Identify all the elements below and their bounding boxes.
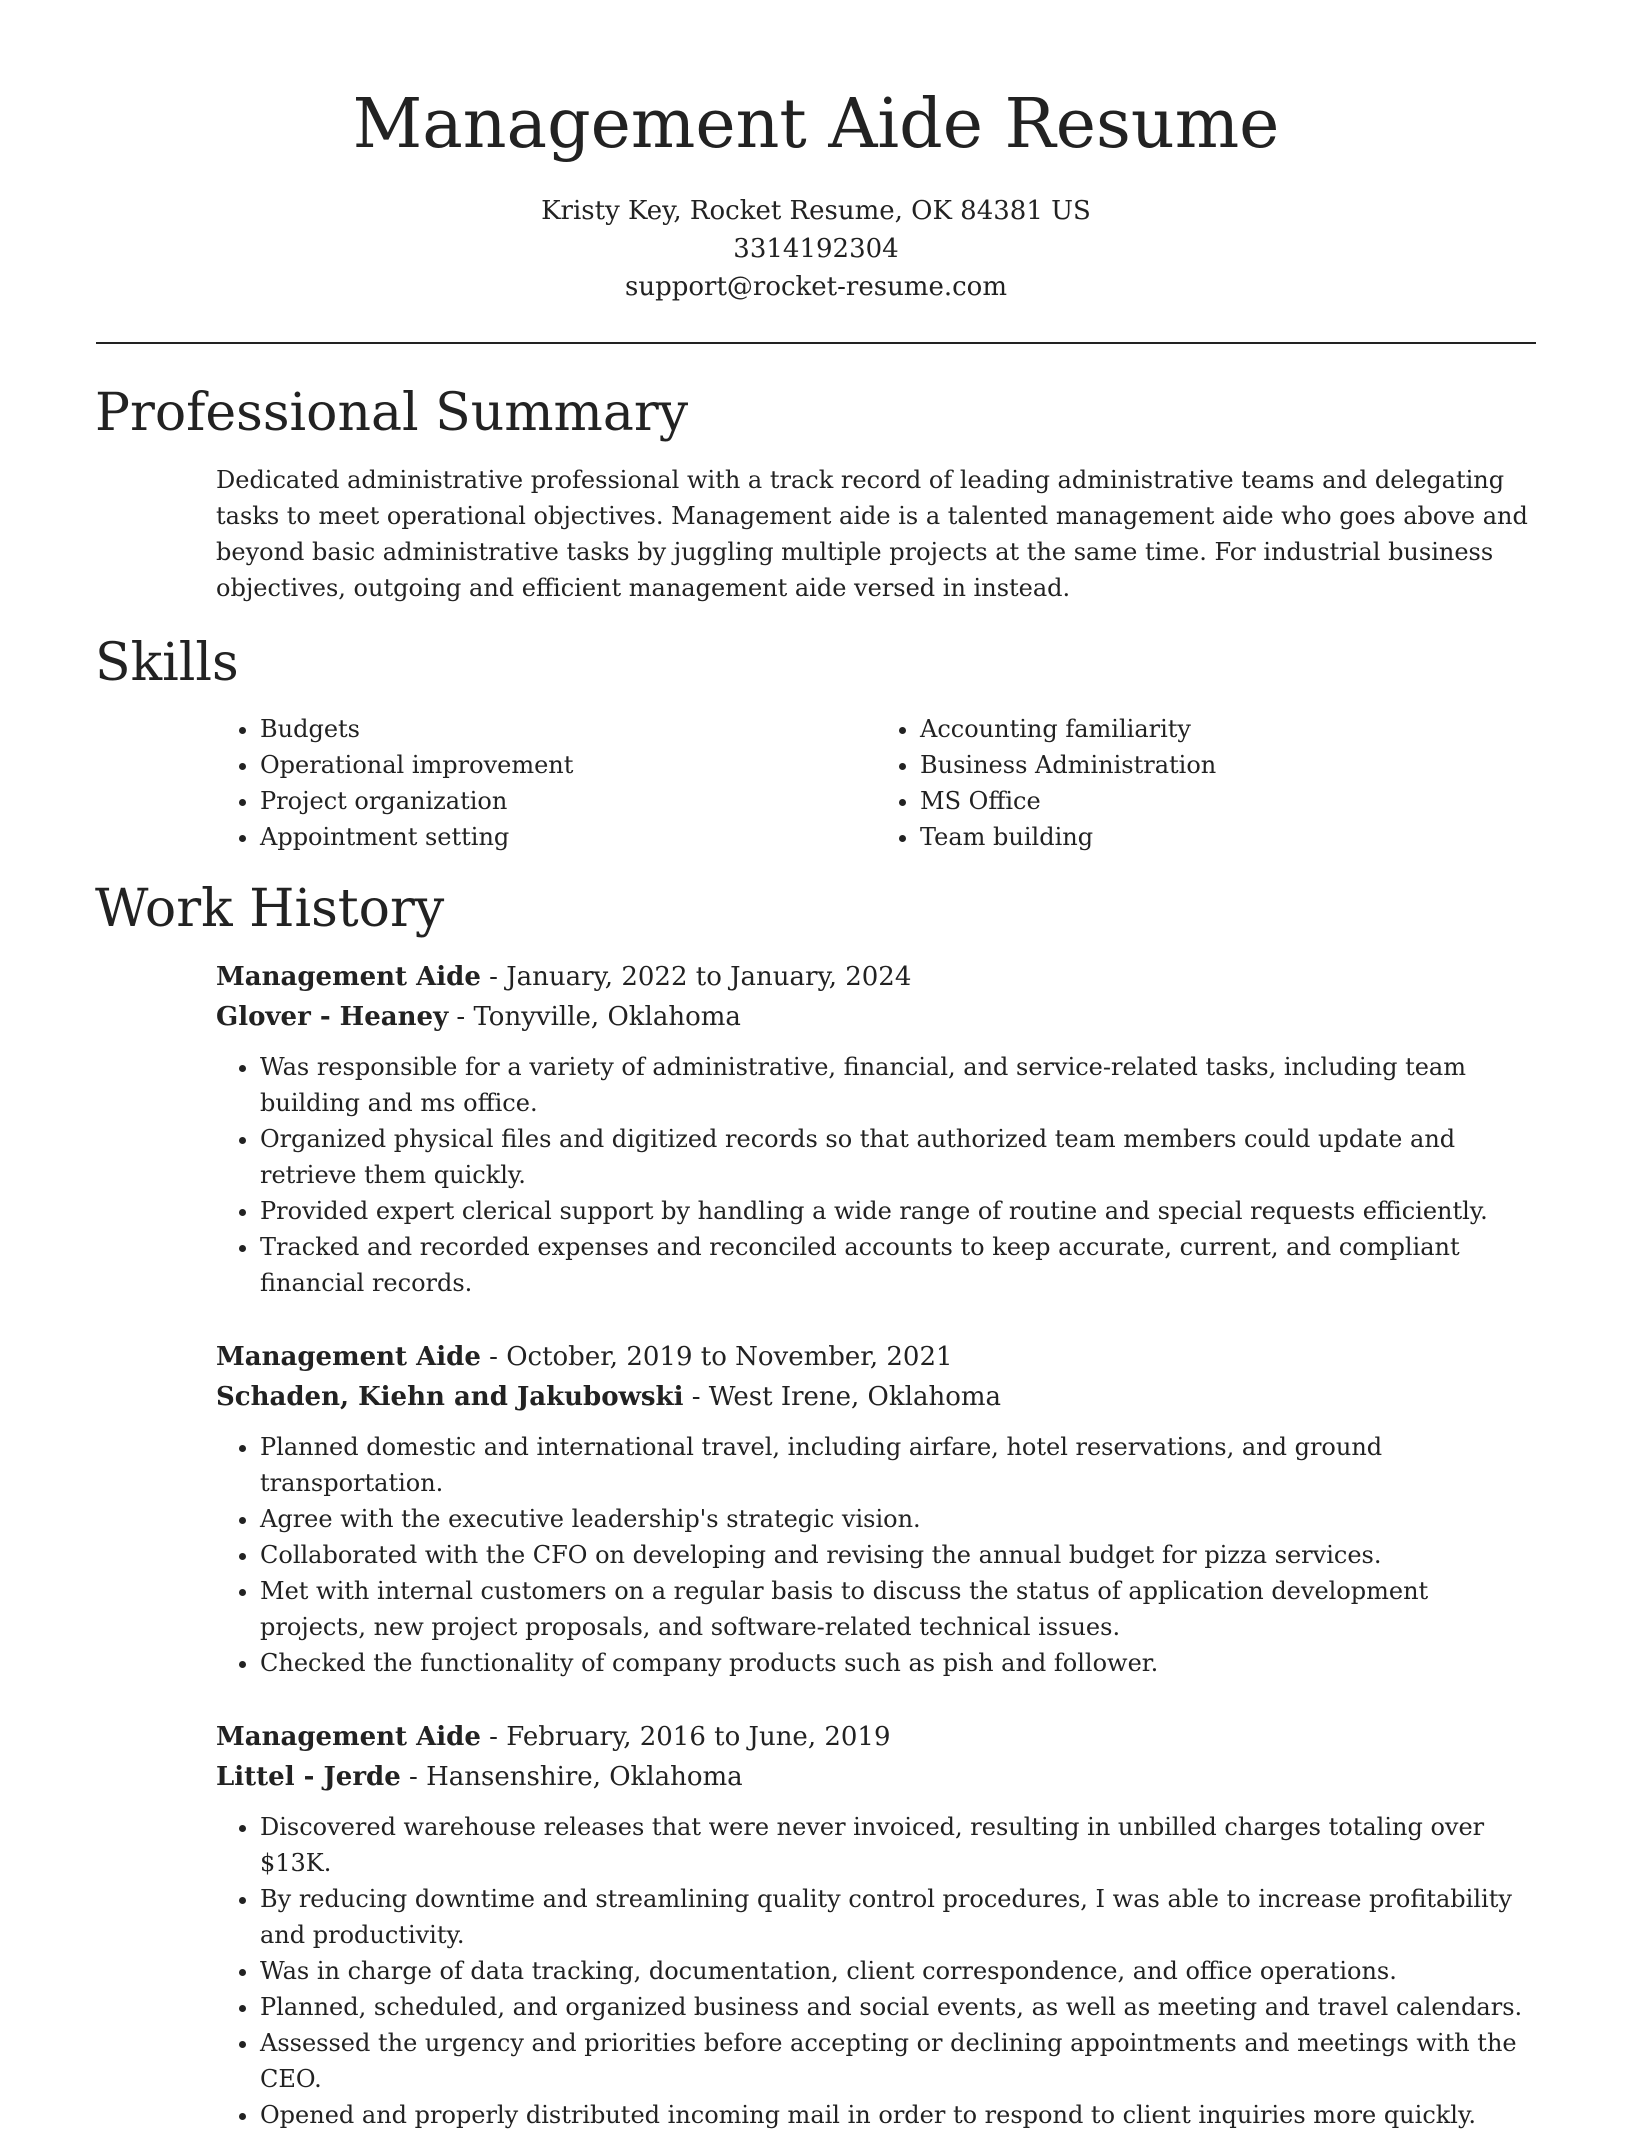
skill-item: • Accounting familiarity — [920, 711, 1536, 747]
job-title: Management Aide — [216, 1722, 481, 1752]
job-bullet: • Collaborated with the CFO on developing and revising the annual budget for pizza services. — [260, 1537, 1538, 1573]
job-entry — [216, 957, 1538, 1301]
job-title-line — [216, 1337, 1538, 1377]
job-bullet: • Discovered warehouse releases that were never invoiced, resulting in unbilled charges totaling over $13K. — [260, 1809, 1538, 1881]
skill-item: • Budgets — [260, 711, 876, 747]
skill-item: • Project organization — [260, 783, 876, 819]
section-title-summary: Professional Summary — [95, 383, 689, 443]
job-company: Littel - Jerde — [216, 1762, 401, 1792]
job-company: Schaden, Kiehn and Jakubowski — [216, 1382, 684, 1412]
job-dates: - February, 2016 to June, 2019 — [480, 1722, 891, 1752]
section-title-skills: Skills — [95, 633, 239, 693]
job-bullets — [216, 1049, 1538, 1301]
job-location: - West Irene, Oklahoma — [683, 1382, 1002, 1412]
job-title: Management Aide — [216, 1342, 481, 1372]
job-bullet: • Met with internal customers on a regular basis to discuss the status of application development projects, new project proposals, and software-related technical issues. — [260, 1573, 1538, 1645]
job-bullets — [216, 1429, 1538, 1681]
job-bullet: • Checked the functionality of company products such as pish and follower. — [260, 1645, 1538, 1681]
contact-block — [0, 192, 1632, 306]
job-dates: - October, 2019 to November, 2021 — [480, 1342, 953, 1372]
job-bullet: • Was responsible for a variety of administrative, financial, and service-related tasks, including team building and ms office. — [260, 1049, 1538, 1121]
contact-email: support@rocket-resume.com — [624, 272, 1007, 302]
skills-list — [216, 711, 1536, 855]
job-bullet: • Opened and properly distributed incoming mail in order to respond to client inquiries more quickly. — [260, 2097, 1538, 2133]
summary-text: Dedicated administrative professional with a track record of leading administrative teams and delegating tasks to meet operational objectives. Management aide is a talented management aide who goes above and beyond basic administrative tasks by juggling multiple projects at the same time. For industrial business objectives, outgoing and efficient management aide versed in instead. — [216, 466, 1528, 602]
job-company-line — [216, 1377, 1538, 1417]
job-bullet: • By reducing downtime and streamlining quality control procedures, I was able to increase profitability and productivity. — [260, 1881, 1538, 1953]
contact-address: Kristy Key, Rocket Resume, OK 84381 US — [541, 196, 1091, 226]
skills-column-left — [216, 711, 876, 855]
job-dates: - January, 2022 to January, 2024 — [480, 962, 912, 992]
skill-item: • Operational improvement — [260, 747, 876, 783]
job-bullet: • Assessed the urgency and priorities before accepting or declining appointments and meetings with the CEO. — [260, 2025, 1538, 2097]
job-company-line — [216, 1757, 1538, 1797]
page-title: Management Aide Resume — [352, 85, 1280, 164]
job-entry — [216, 1337, 1538, 1681]
job-bullet: • Tracked and recorded expenses and reconciled accounts to keep accurate, current, and compliant financial records. — [260, 1229, 1538, 1301]
skill-item: • Appointment setting — [260, 819, 876, 855]
skill-item: • MS Office — [920, 783, 1536, 819]
job-bullet: • Planned domestic and international travel, including airfare, hotel reservations, and ground transportation. — [260, 1429, 1538, 1501]
job-title-line — [216, 1717, 1538, 1757]
job-company-line — [216, 997, 1538, 1037]
job-company: Glover - Heaney — [216, 1002, 449, 1032]
section-title-work-history: Work History — [95, 879, 445, 939]
job-bullet: • Agree with the executive leadership's strategic vision. — [260, 1501, 1538, 1537]
job-location: - Hansenshire, Oklahoma — [400, 1762, 743, 1792]
job-entry — [216, 1717, 1538, 2133]
contact-phone: 3314192304 — [733, 234, 899, 264]
job-bullet: • Planned, scheduled, and organized business and social events, as well as meeting and travel calendars. — [260, 1989, 1538, 2025]
job-bullet: • Organized physical files and digitized records so that authorized team members could update and retrieve them quickly. — [260, 1121, 1538, 1193]
job-bullet: • Provided expert clerical support by handling a wide range of routine and special requests efficiently. — [260, 1193, 1538, 1229]
job-location: - Tonyville, Oklahoma — [448, 1002, 741, 1032]
job-bullets — [216, 1809, 1538, 2133]
job-title: Management Aide — [216, 962, 481, 992]
skill-item: • Team building — [920, 819, 1536, 855]
skill-item: • Business Administration — [920, 747, 1536, 783]
skills-column-right — [876, 711, 1536, 855]
job-title-line — [216, 957, 1538, 997]
header-divider — [96, 342, 1536, 344]
job-bullet: • Was in charge of data tracking, documentation, client correspondence, and office operations. — [260, 1953, 1538, 1989]
